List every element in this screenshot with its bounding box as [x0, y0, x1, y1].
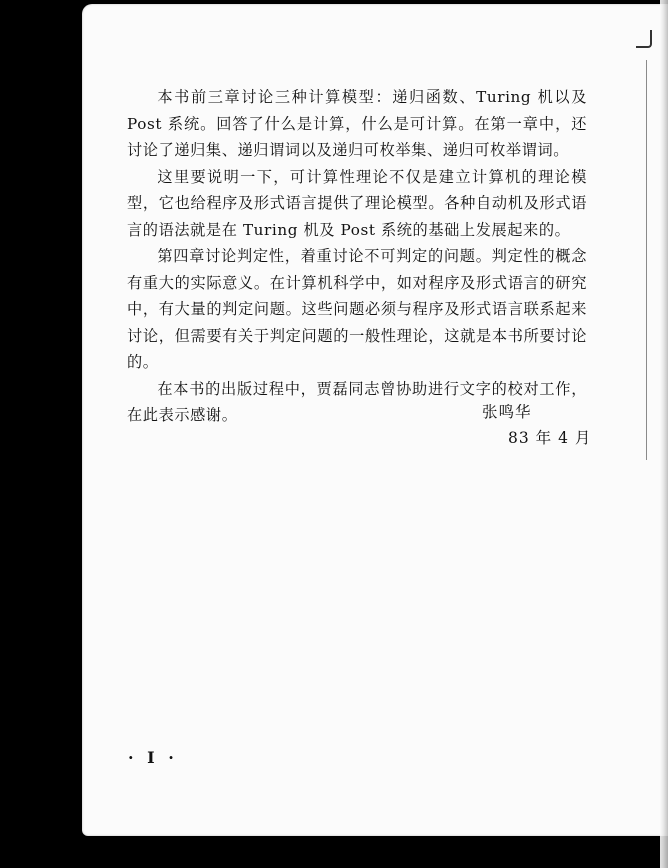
edge-mark — [636, 30, 652, 48]
preface-date: 83 年 4 月 — [508, 429, 592, 447]
preface-text — [127, 84, 587, 429]
preface-paragraph-2: 这里要说明一下，可计算性理论不仅是建立计算机的理论模型，它也给程序及形式语言提供了理论模型。各种自动机及形式语言的语法就是在 Turing 机及 Post 系统的基础上发展起来的。 — [127, 167, 587, 239]
preface-paragraph-3: 第四章讨论判定性，着重讨论不可判定的问题。判定性的概念有重大的实际意义。在计算机科学中，如对程序及形式语言的研究中，有大量的判定问题。这些问题必须与程序及形式语言联系起来讨论，但需要有关于判定问题的一般性理论，这就是本书所要讨论的。 — [127, 247, 587, 371]
preface-paragraph-1: 本书前三章讨论三种计算模型：递归函数、Turing 机以及 Post 系统。回答了什么是计算，什么是可计算。在第一章中，还讨论了递归集、递归谓词以及递归可枚举集、递归可枚举谓词。 — [127, 88, 587, 159]
edge-line — [646, 60, 647, 460]
preface-paragraph-4: 在本书的出版过程中，贾磊同志曾协助进行文字的校对工作，在此表示感谢。 — [127, 379, 587, 424]
page-number: · Ⅰ · — [128, 748, 178, 767]
page-right-edge — [660, 0, 668, 868]
author-name: 张鸣华 — [482, 403, 532, 421]
